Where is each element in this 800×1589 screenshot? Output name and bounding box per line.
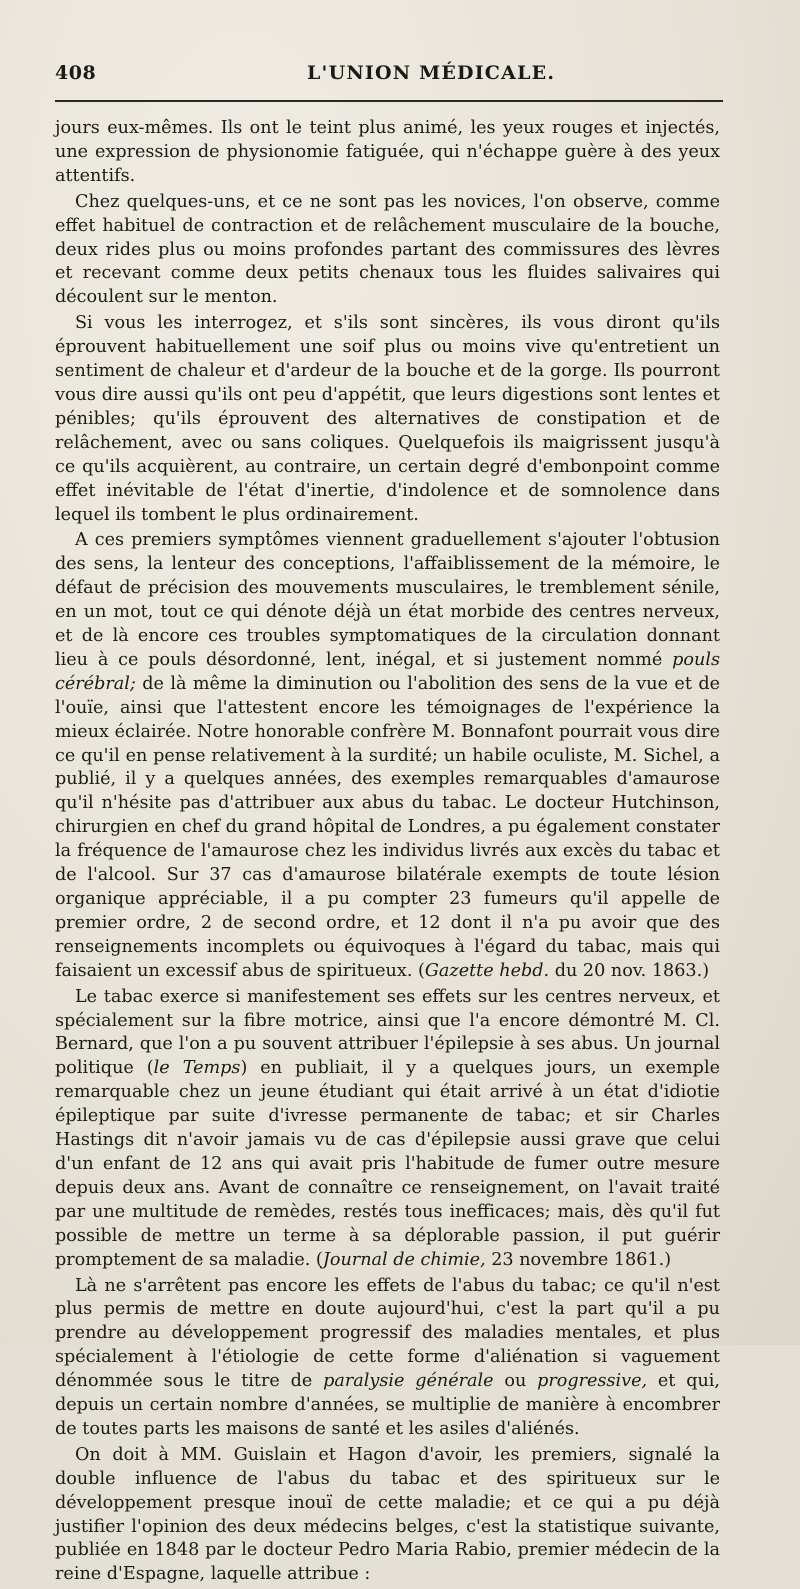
article-body [55, 117, 720, 1589]
header-rule [55, 100, 723, 102]
page-header [55, 62, 720, 90]
citation-title: Gazette hebd. [424, 960, 550, 981]
paragraph-text: Le tabac exerce si manifestement ses effets sur les centres nerveux, et spécialement sur la fibre motrice, ainsi que l'a encore démontré M. Cl. Bernard, que l'on a pu souvent attribuer l'épilepsie à ses abus. Un journal politique ( [55, 986, 720, 1079]
paragraph: jours eux-mêmes. Ils ont le teint plus animé, les yeux rouges et injectés, une expression de physionomie fatiguée, qui n'échappe guère à des yeux attentifs. [55, 118, 720, 186]
italic-term: paralysie générale [323, 1371, 494, 1392]
paragraph: Si vous les interrogez, et s'ils sont sincères, ils vous diront qu'ils éprouvent habituellement une soif plus ou moins vive qu'entretient un sentiment de chaleur et d'ardeur de la bouche et de la gorge. Ils pourront vous dire aussi qu'ils ont peu d'appétit, que leurs digestions sont lentes et pénibles; qu'ils éprouvent des alternatives de constipation et de relâchement, avec ou sans coliques. Quelquefois ils maigrissent jusqu'à ce qu'ils acquièrent, au contraire, un certain degré d'embonpoint comme effet inévitable de l'état d'inertie, d'indolence et de somnolence dans lequel ils tombent le plus ordinairement. [55, 313, 720, 525]
paragraph-text: Là ne s'arrêtent pas encore les effets de l'abus du tabac; ce qu'il n'est plus permis de mettre en doute aujourd'hui, c'est la part qu'il a pu prendre au développement progressif des maladies mentales, et plus spécialement à l'étiologie de cette forme d'aliénation si vaguement dénommée sous le titre de [55, 1275, 720, 1392]
citation-title: le Temps [153, 1058, 241, 1079]
paragraph [55, 986, 720, 1273]
italic-term: pouls cérébral; [55, 649, 720, 694]
running-title: L'UNION MÉDICALE. [307, 62, 556, 84]
paragraph [55, 529, 720, 983]
paragraph-text: A ces premiers symptômes viennent graduellement s'ajouter l'obtusion des sens, la lenteur des conceptions, l'affaiblissement de la mémoire, le défaut de précision des mouvements musculaires, le tremblement sénile, en un mot, tout ce qui dénote déjà un état morbide des centres nerveux, et de là encore ces troubles symptomatiques de la circulation donnant lieu à ce pouls désordonné, lent, inégal, et si justement nommé [55, 530, 720, 670]
paragraph-text: et qui, depuis un certain nombre d'années, se multiplie de manière à encombrer de toutes parts les maisons de santé et les asiles d'aliénés. [55, 1371, 721, 1439]
paragraph-text: de là même la diminution ou l'abolition des sens de la vue et de l'ouïe, ainsi que l'attestent encore les témoignages de l'expérience la mieux éclairée. Notre honorable confrère M. Bonnafont pourrait vous dire ce qu'il en pense relativement à la surdité; un habile oculiste, M. Sichel, a publié, il y a quelques années, des exemples remarquables d'amaurose qu'il n'hésite pas d'attribuer aux abus du tabac. Le docteur Hutchinson, chirurgien en chef du grand hôpital de Londres, a pu également constater la fréquence de l'amaurose chez les individus livrés aux excès du tabac et de l'alcool. Sur 37 cas d'amaurose bilatérale exempts de toute lésion organique appréciable, il a pu compter 23 fumeurs qu'il appelle de premier ordre, 2 de second ordre, et 12 dont il n'a pu avoir que des renseignements incomplets ou équivoques à l'égard du tabac, mais qui faisaient un excessif abus de spiritueux. ( [55, 673, 720, 981]
paragraph [55, 1275, 720, 1442]
paragraph-text: ) en publiait, il y a quelques jours, un exemple remarquable chez un jeune étudiant qui était arrivé à un état d'idiotie épileptique par suite d'ivresse permanente de tabac; et sir Charles Hastings dit n'avoir jamais vu de cas d'épilepsie aussi grave que celui d'un enfant de 12 ans qui avait pris l'habitude de fumer outre mesure depuis deux ans. Avant de connaître ce renseignement, on l'avait traité par une multitude de remèdes, restés tous inefficaces; mais, dès qu'il fut possible de mettre un terme à sa déplorable passion, il put guérir promptement de sa maladie. ( [55, 1058, 720, 1270]
italic-term: progressive, [537, 1371, 648, 1392]
paragraph-text: 23 novembre 1861.) [485, 1249, 672, 1270]
paragraph-text: du 20 nov. 1863.) [549, 960, 710, 981]
page-number: 408 [55, 62, 97, 84]
paragraph: Chez quelques-uns, et ce ne sont pas les novices, l'on observe, comme effet habituel de contraction et de relâchement musculaire de la bouche, deux rides plus ou moins profondes partant des commissures des lèvres et recevant comme deux petits chenaux tous les fluides salivaires qui découlent sur le menton. [55, 191, 720, 308]
paragraph: On doit à MM. Guislain et Hagon d'avoir, les premiers, signalé la double influence de l'abus du tabac et des spiritueux sur le développement presque inouï de cette maladie; et ce qui a pu déjà justifier l'opinion des deux médecins belges, c'est la statistique suivante, publiée en 1848 par le docteur Pedro Maria Rabio, premier médecin de la reine d'Espagne, laquelle attribue : [55, 1444, 720, 1585]
paragraph-text: ou [493, 1371, 538, 1392]
citation-title: Journal de chimie, [322, 1249, 486, 1270]
